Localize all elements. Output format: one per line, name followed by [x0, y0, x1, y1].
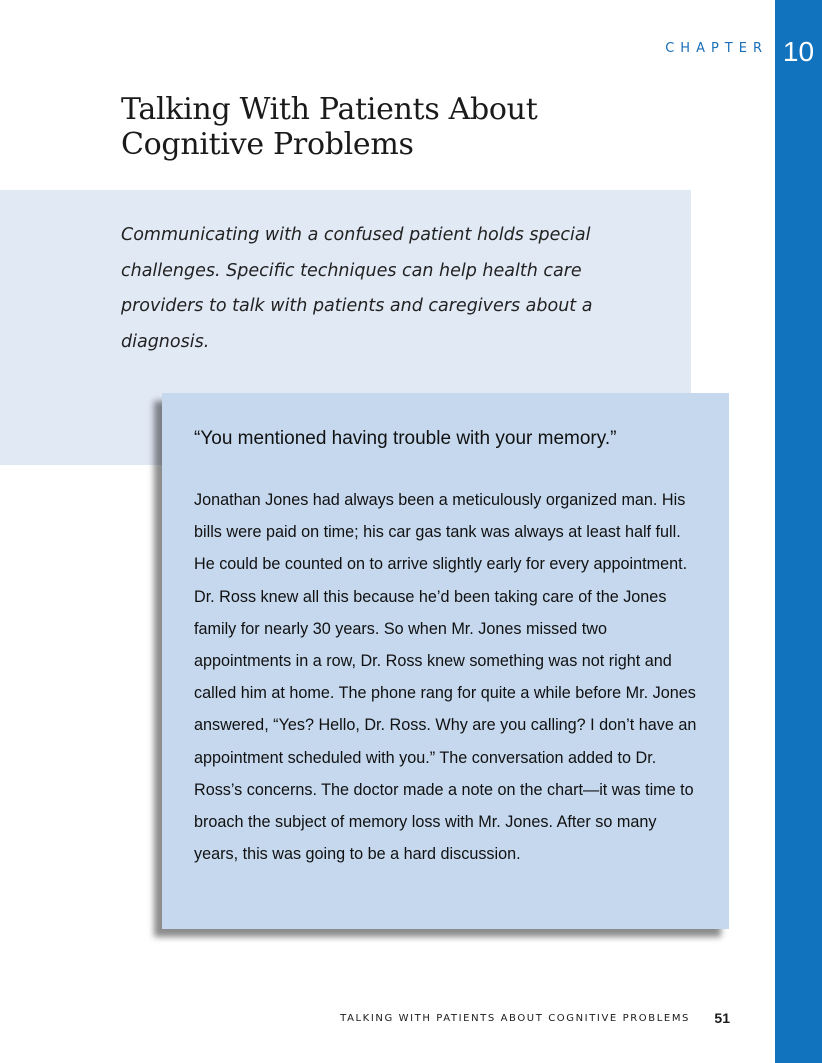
- story-quote: “You mentioned having trouble with your memory.”: [194, 428, 617, 449]
- chapter-number: 10: [782, 36, 815, 67]
- chapter-side-bar: [775, 0, 822, 1063]
- page-title-line-1: Talking With Patients About: [121, 92, 538, 127]
- intro-text: Communicating with a confused patient holds special challenges. Specific techniques can help health care providers to talk with patients and caregivers about a diagnosis.: [121, 225, 593, 352]
- story-body: Jonathan Jones had always been a meticulously organized man. His bills were paid on time; his car gas tank was always at least half full. He could be counted on to arrive slightly early for every appointment. Dr. Ross knew all this because he’d been taking care of the Jones family for nearly 30 years. So when Mr. Jones missed two appointments in a row, Dr. Ross knew something was not right and called him at home. The phone rang for quite a while before Mr. Jones answered, “Yes? Hello, Dr. Ross. Why are you calling? I don’t have an appointment scheduled with you.” The conversation added to Dr. Ross’s concerns. The doctor made a note on the chart—it was time to broach the subject of memory loss with Mr. Jones. After so many years, this was going to be a hard discussion.: [194, 491, 697, 864]
- page-title-line-2: Cognitive Problems: [121, 127, 414, 162]
- page-title: [121, 92, 681, 162]
- page-number: 51: [714, 1010, 730, 1026]
- chapter-label: CHAPTER: [665, 41, 768, 56]
- footer-running-title: TALKING WITH PATIENTS ABOUT COGNITIVE PROBLEMS: [340, 1013, 690, 1024]
